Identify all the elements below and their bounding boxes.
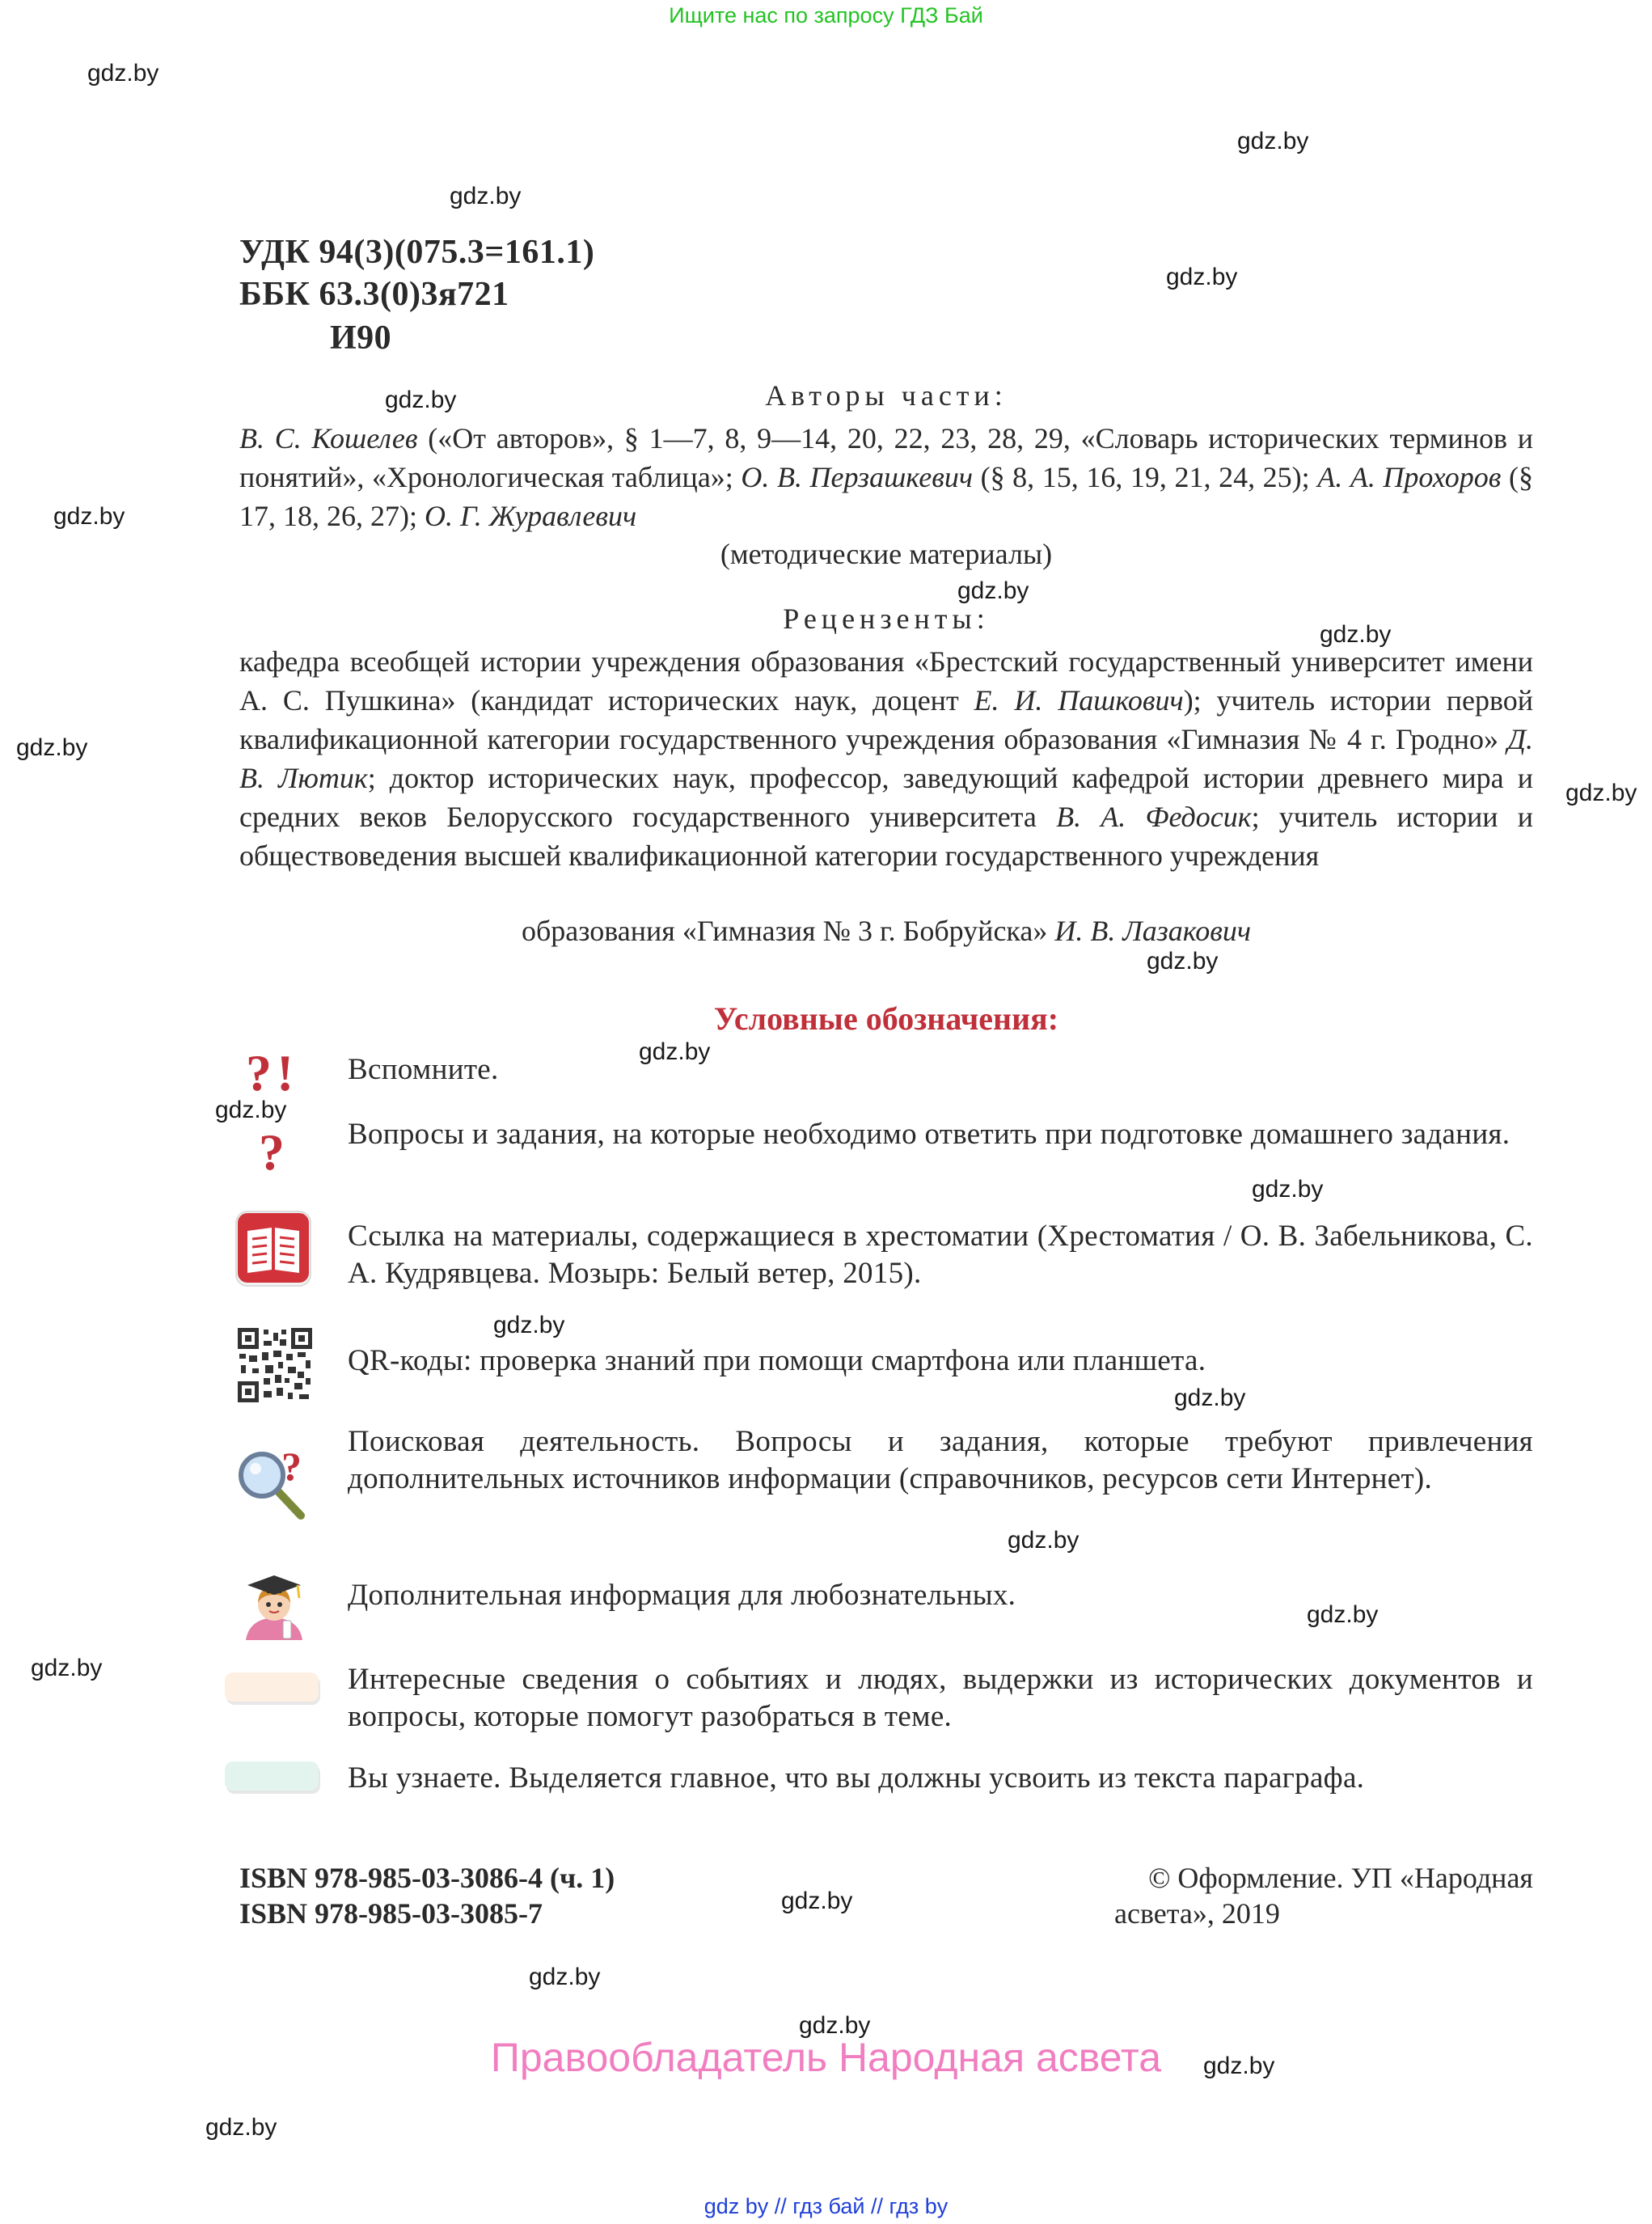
watermark: gdz.by bbox=[799, 2012, 871, 2039]
reviewer-text: ; доктор исторических наук, профессор, заведующий кафедрой истории древнего мира и средних веков Белорусского государственного университета bbox=[239, 762, 1533, 833]
legend-text: Интересные сведения о событиях и людях, выдержки из исторических документов и вопросы, которые помогут разобраться в теме. bbox=[348, 1663, 1533, 1733]
copyright-line2: асвета», 2019 bbox=[1114, 1897, 1280, 1930]
watermark: gdz.by bbox=[1147, 948, 1219, 975]
legend-text: Вопросы и задания, на которые необходимо ответить при подготовке домашнего задания. bbox=[348, 1118, 1510, 1151]
svg-text:!: ! bbox=[277, 1044, 294, 1100]
copyright-line1: © Оформление. УП «Народная bbox=[1148, 1862, 1533, 1894]
watermark: gdz.by bbox=[87, 60, 159, 87]
watermark: gdz.by bbox=[957, 577, 1029, 604]
reviewer-text: ); учитель истории первой квалификационной категории государственного учреждения образования «Гимназия № 4 г. Гродно» bbox=[239, 684, 1534, 755]
watermark: gdz.by bbox=[493, 1312, 565, 1338]
watermark: gdz.by bbox=[450, 183, 522, 209]
watermark: gdz.by bbox=[1008, 1527, 1080, 1554]
reviewer-text: образования «Гимназия № 3 г. Бобруйска» bbox=[521, 915, 1055, 947]
udk-code: УДК 94(3)(075.3=161.1) bbox=[239, 234, 595, 271]
bottom-links[interactable]: gdz by // гдз бай // гдз by bbox=[703, 2194, 949, 2218]
watermark: gdz.by bbox=[529, 1964, 601, 1990]
legend-text: Вспомните. bbox=[348, 1053, 499, 1086]
author-name: В. С. Кошелев bbox=[239, 422, 418, 455]
svg-text:?: ? bbox=[259, 1123, 285, 1178]
reviewer-name: Е. И. Пашкович bbox=[974, 684, 1184, 717]
reviewer-name: В. А. Федосик bbox=[1056, 801, 1252, 833]
mint-box-icon bbox=[223, 1760, 323, 1799]
reviewers-last-line bbox=[239, 914, 1533, 948]
book-icon bbox=[234, 1210, 312, 1287]
authors-methodical: (методические материалы) bbox=[720, 538, 1053, 570]
watermark: gdz.by bbox=[1166, 264, 1238, 290]
author-parts: («От авторов», § 1—7, 8, 9—14, 20, 22, 23, 28, 29, «Словарь исторических терминов и понятий», «Хронологическая таблица»; bbox=[239, 422, 1533, 493]
authors-paragraph bbox=[239, 419, 1533, 535]
watermark: gdz.by bbox=[1565, 780, 1637, 806]
legend-text: Дополнительная информация для любознательных. bbox=[348, 1579, 1016, 1612]
watermark: gdz.by bbox=[53, 503, 125, 530]
author-code: И90 bbox=[330, 319, 392, 357]
author-name: О. Г. Журавлевич bbox=[425, 500, 637, 532]
author-parts: (§ 8, 15, 16, 19, 21, 24, 25); bbox=[973, 461, 1318, 493]
bbk-code: ББК 63.3(0)3я721 bbox=[239, 276, 509, 313]
graduate-icon bbox=[238, 1562, 311, 1647]
watermark: gdz.by bbox=[781, 1888, 853, 1914]
watermark: gdz.by bbox=[1252, 1176, 1324, 1203]
question-exclamation-icon bbox=[243, 1043, 307, 1100]
legend-text: Поисковая деятельность. Вопросы и задания, которые требуют привлечения дополнительных источников информации (справочников, ресурсов сети Интернет). bbox=[348, 1425, 1533, 1495]
reviewer-text: ; учитель истории и обществоведения высшей квалификационной категории государственного учреждения bbox=[239, 801, 1534, 872]
watermark: gdz.by bbox=[215, 1097, 287, 1123]
legend-title: Условные обозначения: bbox=[713, 1000, 1059, 1037]
legend-text: Ссылка на материалы, содержащиеся в хрестоматии (Хрестоматия / О. В. Забельникова, С. А. Кудрявцева. Мозырь: Белый ветер, 2015). bbox=[348, 1220, 1533, 1290]
watermark: gdz.by bbox=[639, 1038, 711, 1065]
author-parts: (§ 17, 18, 26, 27); bbox=[239, 461, 1533, 532]
qr-code-icon bbox=[238, 1328, 312, 1402]
watermark: gdz.by bbox=[31, 1655, 103, 1681]
legend-text: QR-коды: проверка знаний при помощи смартфона или планшета. bbox=[348, 1344, 1206, 1377]
top-banner[interactable]: Ищите нас по запросу ГДЗ Бай bbox=[669, 3, 983, 27]
reviewer-name: Д. В. Лютик bbox=[239, 723, 1533, 794]
legend-text: Вы узнаете. Выделяется главное, что вы должны усвоить из текста параграфа. bbox=[348, 1761, 1365, 1795]
watermark: gdz.by bbox=[1203, 2053, 1275, 2079]
watermark: gdz.by bbox=[205, 2114, 277, 2141]
reviewers-heading: Рецензенты: bbox=[783, 603, 990, 635]
watermark: gdz.by bbox=[385, 387, 457, 413]
svg-text:?: ? bbox=[246, 1044, 272, 1100]
authors-heading: Авторы части: bbox=[765, 379, 1008, 412]
watermark: gdz.by bbox=[1307, 1601, 1379, 1628]
author-name: А. А. Прохоров bbox=[1317, 461, 1502, 493]
isbn-part1: ISBN 978-985-03-3086-4 (ч. 1) bbox=[239, 1862, 615, 1894]
author-name: О. В. Перзашкевич bbox=[741, 461, 973, 493]
magnifier-question-icon bbox=[234, 1444, 312, 1522]
reviewer-name: И. В. Лазакович bbox=[1054, 915, 1252, 947]
reviewers-paragraph bbox=[239, 642, 1533, 875]
watermark: gdz.by bbox=[1320, 621, 1392, 648]
isbn-full: ISBN 978-985-03-3085-7 bbox=[239, 1897, 543, 1930]
watermark: gdz.by bbox=[1174, 1385, 1246, 1411]
svg-text:?: ? bbox=[281, 1444, 302, 1489]
beige-box-icon bbox=[223, 1671, 323, 1710]
question-mark-icon bbox=[254, 1121, 294, 1178]
watermark: gdz.by bbox=[16, 734, 88, 761]
reviewer-text: кафедра всеобщей истории учреждения образования «Брестский государственный университет имени А. С. Пушкина» (кандидат исторических наук, доцент bbox=[239, 645, 1533, 717]
watermark: gdz.by bbox=[1237, 128, 1309, 154]
rights-holder: Правообладатель Народная асвета bbox=[490, 2035, 1162, 2080]
